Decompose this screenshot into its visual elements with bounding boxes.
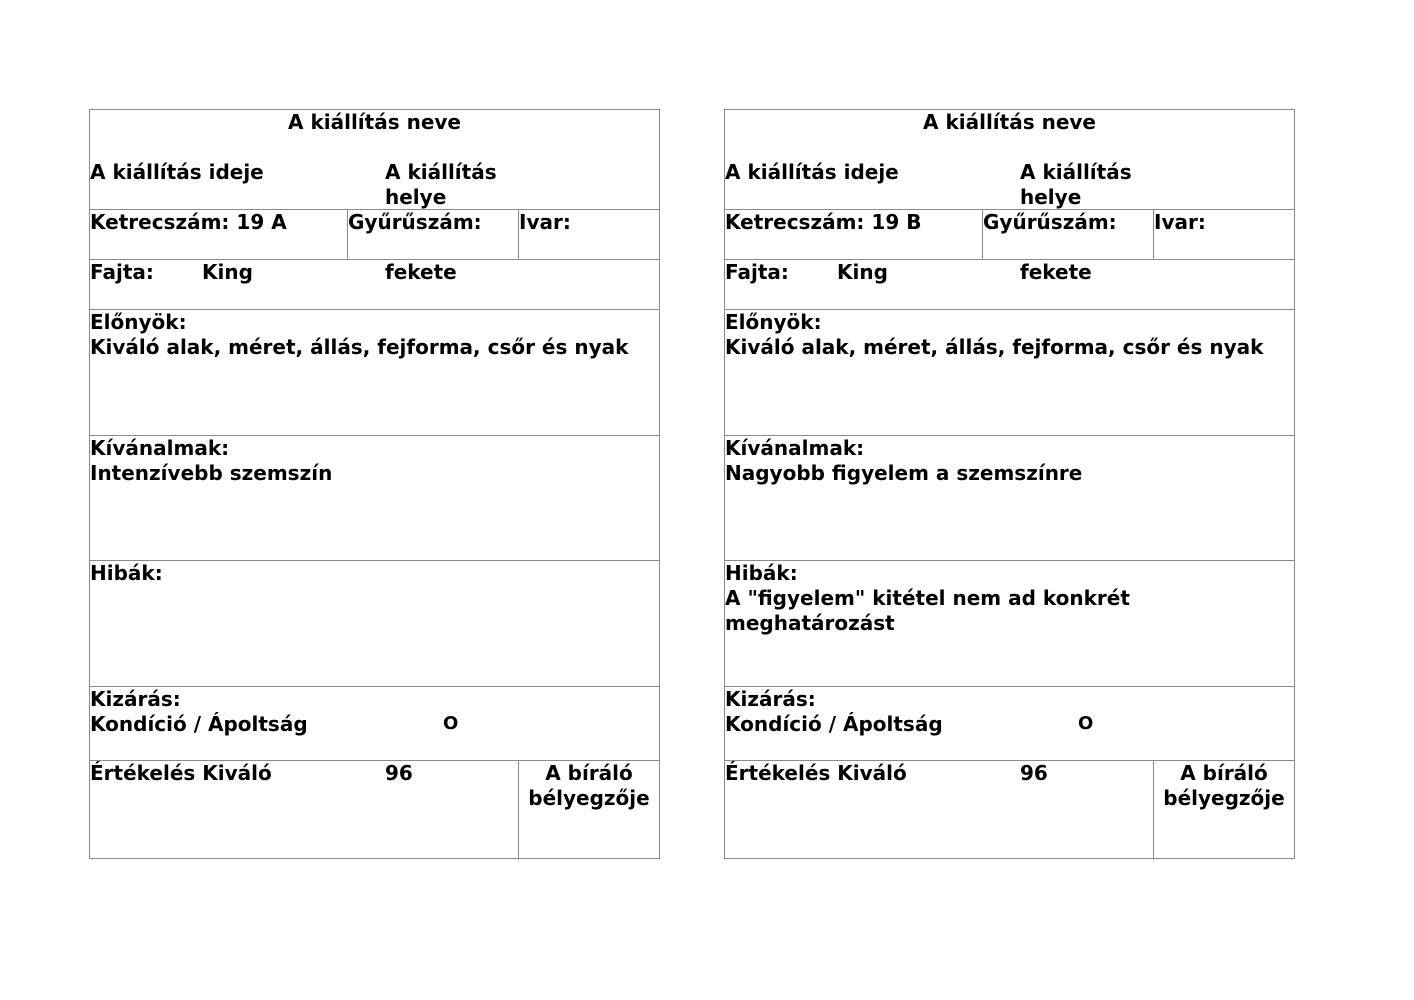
rating-row [90,761,659,860]
advantages-text: Kiváló alak, méret, állás, fejforma, csőr és nyak [725,335,1264,359]
exclusion-row [90,687,659,761]
advantages-text: Kiváló alak, méret, állás, fejforma, csőr és nyak [90,335,629,359]
exclusion-label: Kizárás: [90,687,181,711]
sex: Ivar: [1154,210,1206,234]
stamp-label: A bíráló bélyegzője [528,761,650,810]
sex-cell [518,210,659,259]
exhibition-header [725,110,1294,210]
score: 96 [1020,761,1048,785]
ring-number-cell [347,210,518,259]
stamp-cell [1153,761,1294,860]
advantages-block [90,310,655,360]
condition-label: Kondíció / Ápoltság [725,712,943,736]
judging-card-19a [89,109,660,859]
ring-number-cell [982,210,1153,259]
wishes-text: Nagyobb figyelem a szemszínre [725,461,1083,485]
color: fekete [385,260,457,284]
breed-row [725,260,1294,310]
judging-card-19b [724,109,1295,859]
ring-number: Gyűrűszám: [983,210,1117,234]
faults-block [90,561,655,586]
cage-number: Ketrecszám: 19 B [725,210,922,234]
wishes-label: Kívánalmak: [90,436,230,460]
rating-row [725,761,1294,860]
exhibition-place: A kiállítás helye [385,160,497,209]
exclusion-label: Kizárás: [725,687,816,711]
wishes-row [725,436,1294,561]
ring-number: Gyűrűszám: [348,210,482,234]
wishes-block [90,436,655,486]
condition-label: Kondíció / Ápoltság [90,712,308,736]
color: fekete [1020,260,1092,284]
breed-row [90,260,659,310]
breed: King [202,260,253,284]
advantages-block [725,310,1290,360]
exhibition-place: A kiállítás helye [1020,160,1132,209]
faults-label: Hibák: [90,561,163,585]
cage-number: Ketrecszám: 19 A [90,210,287,234]
rating-label: Értékelés Kiváló [90,761,272,785]
advantages-label: Előnyök: [725,310,822,334]
breed-label: Fajta: [90,260,154,284]
exhibition-name: A kiállítás neve [288,110,461,134]
exclusion-row [725,687,1294,761]
wishes-block [725,436,1290,486]
condition-mark: O [443,713,459,734]
wishes-label: Kívánalmak: [725,436,865,460]
faults-text: A "figyelem" kitétel nem ad konkrét meghatározást [725,586,1130,635]
exhibition-date: A kiállítás ideje [90,160,264,184]
faults-block [725,561,1144,636]
exhibition-name: A kiállítás neve [923,110,1096,134]
sex: Ivar: [519,210,571,234]
faults-label: Hibák: [725,561,798,585]
faults-row [90,561,659,687]
cage-number-cell [90,210,347,259]
breed-label: Fajta: [725,260,789,284]
stamp-cell [518,761,659,860]
rating-label: Értékelés Kiváló [725,761,907,785]
exhibition-header [90,110,659,210]
faults-row [725,561,1294,687]
cage-row [90,210,659,260]
stamp-label: A bíráló bélyegzője [1163,761,1285,810]
wishes-row [90,436,659,561]
advantages-label: Előnyök: [90,310,187,334]
advantages-row [90,310,659,436]
wishes-text: Intenzívebb szemszín [90,461,333,485]
sex-cell [1153,210,1294,259]
advantages-row [725,310,1294,436]
cage-row [725,210,1294,260]
breed: King [837,260,888,284]
exhibition-date: A kiállítás ideje [725,160,899,184]
cage-number-cell [725,210,982,259]
condition-mark: O [1078,713,1094,734]
score: 96 [385,761,413,785]
